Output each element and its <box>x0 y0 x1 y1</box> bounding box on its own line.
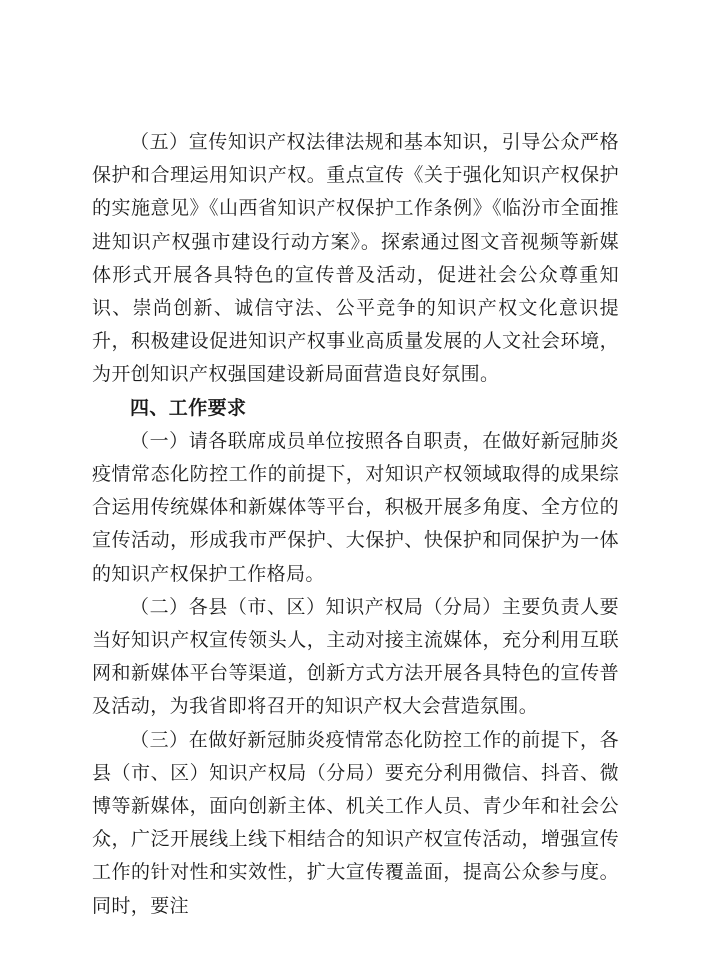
document-body <box>92 126 619 923</box>
paragraph-requirement-1: （一）请各联席成员单位按照各自职责，在做好新冠肺炎疫情常态化防控工作的前提下，对知识产权领域取得的成果综合运用传统媒体和新媒体等平台，积极开展多角度、全方位的宣传活动，形成我市严保护、大保护、快保护和同保护为一体的知识产权保护工作格局。 <box>92 429 619 585</box>
section-heading-work-requirements: 四、工作要求 <box>130 396 247 419</box>
paragraph-requirement-3: （三）在做好新冠肺炎疫情常态化防控工作的前提下，各县（市、区）知识产权局（分局）要充分利用微信、抖音、微博等新媒体，面向创新主体、机关工作人员、青少年和社会公众，广泛开展线上线下相结合的知识产权宣传活动，增强宣传工作的针对性和实效性，扩大宣传覆盖面，提高公众参与度。同时，要注 <box>92 728 619 917</box>
paragraph-promote-ip-laws: （五）宣传知识产权法律法规和基本知识，引导公众严格保护和合理运用知识产权。重点宣传《关于强化知识产权保护的实施意见》《山西省知识产权保护工作条例》《临汾市全面推进知识产权强市建设行动方案》。探索通过图文音视频等新媒体形式开展各具特色的宣传普及活动，促进社会公众尊重知识、崇尚创新、诚信守法、公平竞争的知识产权文化意识提升，积极建设促进知识产权事业高质量发展的人文社会环境，为开创知识产权强国建设新局面营造良好氛围。 <box>92 131 619 386</box>
paragraph-requirement-2: （二）各县（市、区）知识产权局（分局）主要负责人要当好知识产权宣传领头人，主动对接主流媒体，充分利用互联网和新媒体平台等渠道，创新方式方法开展各具特色的宣传普及活动，为我省即将召开的知识产权大会营造氛围。 <box>92 595 619 718</box>
